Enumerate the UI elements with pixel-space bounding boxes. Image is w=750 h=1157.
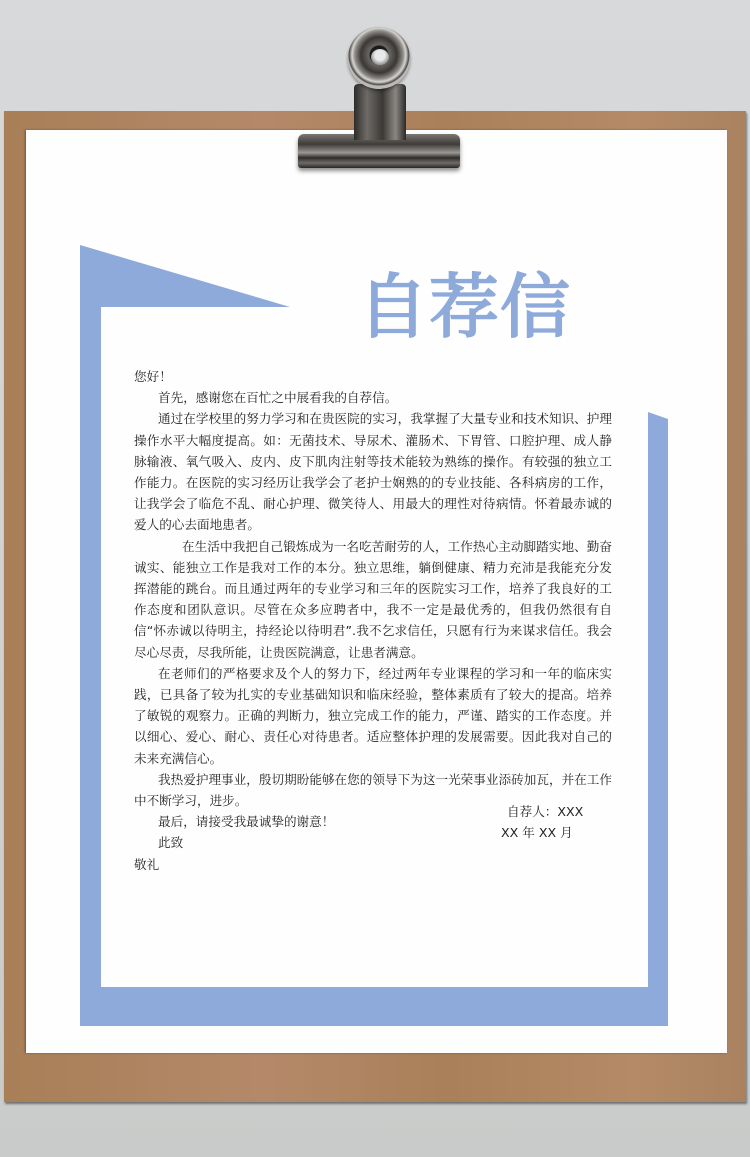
greeting: 您好！ (134, 369, 172, 384)
binder-clip-stem (354, 84, 406, 140)
letter-body (134, 366, 612, 875)
signature-name: 自荐人：XXX (507, 804, 584, 819)
signature-date: XX 年 XX 月 (501, 825, 573, 840)
binder-clip-hole (371, 49, 389, 65)
closing-cizhi: 此致 (158, 835, 184, 851)
paragraph-character: 在生活中我把自己锻炼成为一名吃苦耐劳的人，工作热心主动脚踏实地、勤奋诚实、能独立工作是我对工作的本分。独立思维，躺倒健康、精力充沛是我能充分发挥潜能的跳台。而且通过两年的专业学习和三年的医院实习工作，培养了我良好的工作态度和团队意识。尽管在众多应聘者中，我不一定是最优秀的，但我仍然很有自信“怀赤诚以待明主，持经论以待明君”.我不乞求信任，只愿有行为来谋求信任。我会尽心尽责，尽我所能，让贵医院满意，让患者满意。 (134, 538, 612, 660)
paragraph-education: 在老师们的严格要求及个人的努力下，经过两年专业课程的学习和一年的临床实践，已具备了较为扎实的专业基础知识和临床经验，整体素质有了较大的提高。培养了敏锐的观察力。正确的判断力，独立完成工作的能力，严谨、踏实的工作态度。并以细心、爱心、耐心、责任心对待患者。适应整体护理的发展需要。因此我对自己的未来充满信心。 (134, 665, 612, 766)
paragraph-aspiration: 我热爱护理事业，殷切期盼能够在您的领导下为这一光荣事业添砖加瓦，并在工作中不断学习，进步。 (134, 771, 612, 809)
paragraph-skills: 通过在学校里的努力学习和在贵医院的实习，我掌握了大量专业和技术知识、护理操作水平大幅度提高。如：无菌技术、导尿术、灌肠术、下胃管、口腔护理、成人静脉输液、氧气吸入、皮内、皮下肌肉注射等技术能较为熟练的操作。有较强的独立工作能力。在医院的实习经历让我学会了老护士娴熟的的专业技能、各科病房的工作，让我学会了临危不乱、耐心护理、微笑待人、用最大的理性对待病情。怀着最赤诚的爱人的心去面地患者。 (134, 411, 612, 533)
document-title: 自荐信 (358, 266, 571, 348)
closing-salute: 敬礼 (134, 856, 160, 872)
paragraph-thanks: 最后，请接受我最诚挚的谢意！ (158, 814, 335, 830)
decorative-bottom-band (80, 987, 668, 1026)
paragraph-intro: 首先，感谢您在百忙之中展看我的自荐信。 (158, 390, 398, 406)
